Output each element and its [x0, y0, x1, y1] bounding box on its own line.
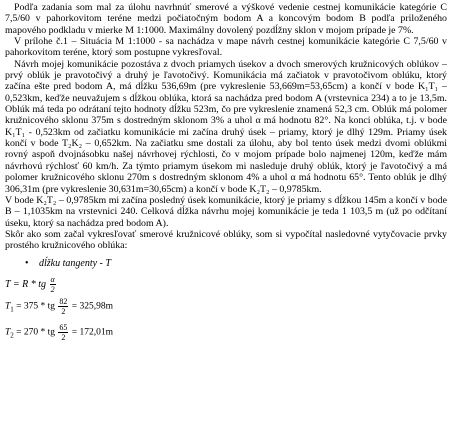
fraction-denominator: 2 [50, 284, 55, 294]
bullet-icon: • [25, 257, 29, 269]
formula-t2-rhs: = 270 * tg [16, 327, 56, 338]
formula-t2-fraction [58, 323, 68, 342]
fraction-numerator: 65 [59, 322, 68, 332]
document-body [5, 2, 447, 347]
formula-general-fraction [50, 275, 56, 294]
fraction-numerator: α [50, 274, 55, 284]
formula-t1-rhs: = 375 * tg [16, 301, 56, 312]
formula-t2-result: = 172,01m [71, 327, 114, 338]
fraction-numerator: 82 [59, 296, 68, 306]
paragraph-last-section: V bode K₂T₂ – 0,9785km mi začína posledný úsek komunikácie, ktorý je priamy s dĺžkou 145m a končí v bode B – 1,1035km na vrstevnici 240. Celková dĺžka návrhu mojej komunikácie je teda 1 103,5 m (už po odčítaní úseku, ktorý sa nachádza pred bodom A). [5, 194, 447, 229]
formula-t1-result: = 325,98m [71, 301, 114, 312]
formula-t1-subscript: 1 [10, 305, 14, 314]
formula-t1 [5, 297, 447, 321]
formula-t2 [5, 323, 447, 347]
formula-t1-symbol: T [5, 301, 11, 312]
fraction-denominator: 2 [61, 332, 66, 342]
formula-general-lhs: T = R * tg [5, 278, 47, 290]
formula-t2-symbol: T [5, 327, 11, 338]
paragraph-appendix: V prílohe č.1 – Situácia M 1:1000 - sa nachádza v mape návrh cestnej komunikácie kategórie C 7,5/60 v pahorkovitom teréne, ktorý som postupne vykresľoval. [5, 36, 447, 59]
bullet-label: dĺžku tangenty - T [39, 257, 111, 269]
bullet-tangent-length [25, 258, 447, 269]
formula-t2-subscript: 2 [10, 331, 14, 340]
formula-t1-fraction [58, 297, 68, 316]
paragraph-assignment: Podľa zadania som mal za úlohu navrhnúť smerové a výškové vedenie cestnej komunikácie kategórie C 7,5/60 v pahorkovitom teréne medzi počiatočným bodom A a koncovým bodom B podľa priloženého mapového podkladu v mierke M 1:1000. Maximálny dovolený pozdĺžny sklon v mojom prípade je 7%. [5, 2, 447, 36]
fraction-denominator: 2 [61, 306, 66, 316]
paragraph-design: Návrh mojej komunikácie pozostáva z dvoch priamych úsekov a dvoch smerových kružnicových oblúkov – prvý oblúk je pravotočivý a druhý je ľavotočivý. Komunikácia má začiatok v pravotočivom oblúku, ktorý začína ešte pred bodom A, má dĺžku 536,69m (pre vykreslenie 53,669m=53,65cm) a končí v bode K₁T₁ – 0,523km, keďže neuvažujem s dĺžkou oblúka, ktorá sa nachádza pred bodom A (vrstevnica 234) a to je 13,5m. Oblúk má teda po odrátaní tejto hodnoty dĺžku 523m, čo pre vykreslenie znamená 52,3 cm. Oblúk má polomer kružnicového sklonu 375m s dostredným sklonom 3% a uhol α má hodnotu 82°. Na konci oblúka, t.j. v bode K₁T₁ - 0,523km od začiatku komunikácie mi začína druhý úsek – priamy, ktorý je dlhý 129m. Priamy úsek končí v bode T₂K₂ – 0,652km. Na začiatku sme dostali za úlohu, aby bol tento úsek medzi dvomi oblúkmi rovný aspoň dvojnásobku našej návrhovej rýchlosti, čo v mojom prípade bolo najmenej 120m, keďže mám návrhovú rýchlosť 60 km/h. Za týmto priamym úsekom mi nasleduje druhý oblúk, ktorý je ľavotočivý a má polomer kružnicového sklonu 270m s dostredným sklonom 4% a uhol α má hodnotu 65°. Tento oblúk je dlhý 306,31m (pre vykreslenie 30,631m=30,65cm) a končí v bode K₂T₂ – 0,9785km. [5, 58, 447, 195]
paragraph-intro-calc: Skôr ako som začal vykresľovať smerové kružnicové oblúky, som si vypočítal nasledovné vytyčovacie prvky prostého kružnicového oblúka: [5, 228, 447, 252]
formula-general [5, 275, 447, 295]
